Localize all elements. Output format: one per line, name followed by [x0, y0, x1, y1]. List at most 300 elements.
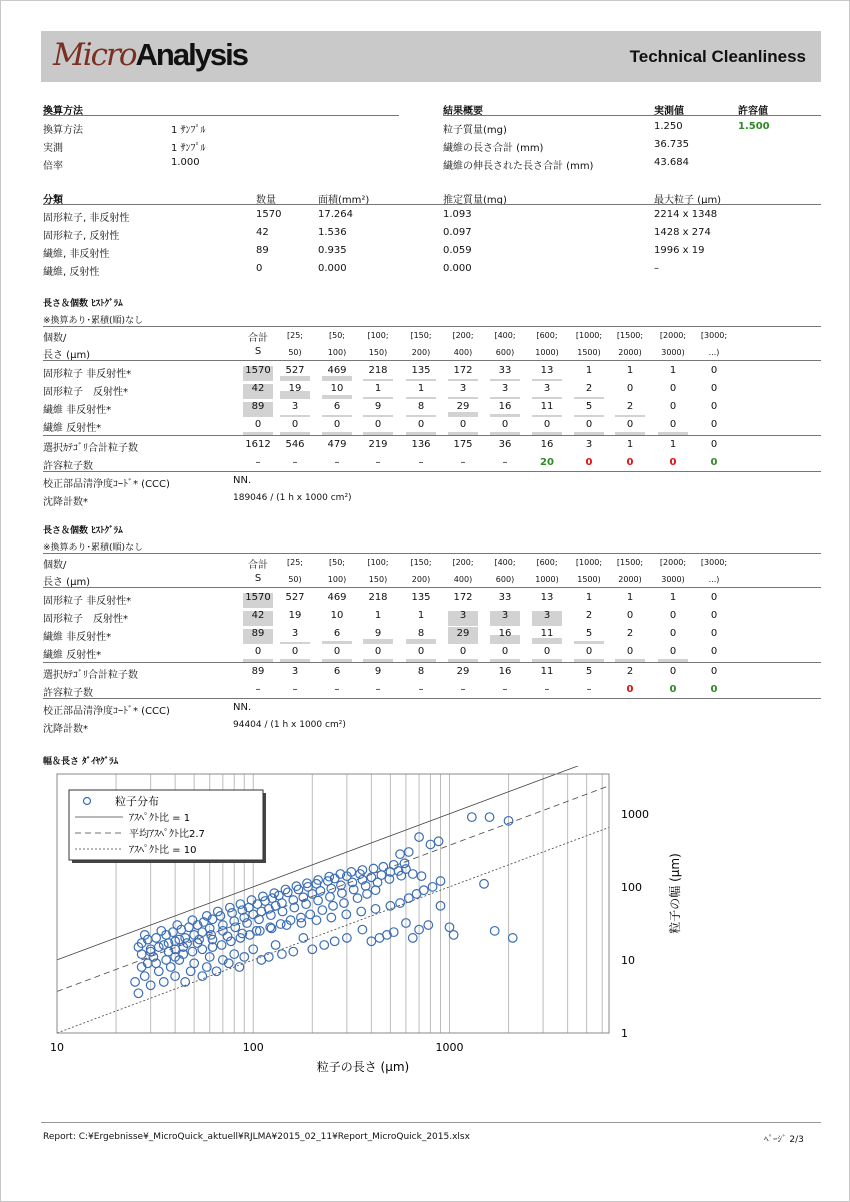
histogram-bar	[406, 639, 436, 644]
histogram-count: 89	[251, 401, 265, 412]
histogram-count: 11	[540, 628, 554, 639]
histogram-bar	[532, 415, 562, 417]
selected-total-count: 1	[626, 439, 634, 450]
divider	[43, 204, 821, 205]
histogram-bar	[363, 639, 393, 644]
legend-label: ｱｽﾍﾟｸﾄ比 = 1	[129, 813, 191, 824]
footer-page-number: ﾍﾟｰｼﾞ 2/3	[764, 1135, 804, 1145]
histogram-row-label: 個数/	[43, 560, 67, 571]
footer-report-path: Report: C:¥Ergebnisse¥_MicroQuick_aktuell¥RJLMA¥2015_02_11¥Report_MicroQuick_2015.xlsx	[43, 1132, 470, 1142]
y-tick-label: 1	[621, 1027, 628, 1040]
histogram-bar	[490, 379, 520, 381]
histogram-count: 0	[459, 419, 467, 430]
histogram-count: 0	[710, 365, 718, 376]
histogram-bin-header: [25;	[287, 331, 303, 340]
histogram-bin-header: [3000;	[700, 558, 728, 567]
histogram-count: 1	[417, 383, 425, 394]
x-tick-label: 1000	[435, 1041, 464, 1054]
histogram-count: 0	[254, 419, 262, 430]
histogram-bin-header: [150;	[410, 558, 432, 567]
ccc-value: NN.	[233, 702, 252, 713]
brand-logo: MicroAnalysis	[53, 37, 248, 73]
histogram-count: 0	[626, 383, 634, 394]
ccc-label: 校正部品清浄度ｺｰﾄﾞ* (CCC)	[43, 706, 170, 717]
x-tick-label: 10	[50, 1041, 64, 1054]
histogram-count: 135	[411, 592, 431, 603]
histogram-count: 1	[585, 365, 593, 376]
histogram-count: 9	[374, 628, 382, 639]
histogram-count: 0	[626, 419, 634, 430]
histogram-count: 1570	[245, 592, 271, 603]
histogram-bar	[322, 415, 352, 417]
allowed-count: –	[586, 684, 592, 695]
histogram-count: 3	[501, 610, 509, 621]
histogram-row-label: 個数/	[43, 333, 67, 344]
result-measured: 43.684	[654, 157, 689, 168]
histogram-category-label: 繊維 非反射性*	[43, 632, 112, 643]
sedimentation-value: 189046 / (1 h x 1000 cm²)	[233, 493, 352, 503]
histogram-count: 16	[498, 628, 512, 639]
histogram-count: 0	[710, 383, 718, 394]
histogram-count: 9	[374, 401, 382, 412]
histogram-bar	[322, 395, 352, 399]
report-header	[41, 31, 821, 82]
results-col-allowed: 許容値	[738, 106, 768, 117]
histogram-count: 172	[453, 365, 473, 376]
histogram-category-label: 固形粒子 非反射性*	[43, 596, 132, 607]
histogram-count: 0	[333, 419, 341, 430]
histogram-count: 19	[288, 610, 302, 621]
histogram-bar	[532, 379, 562, 381]
histogram-count: 2	[585, 610, 593, 621]
histogram-bin-header: [50;	[329, 331, 345, 340]
class-header-category: 分類	[43, 195, 63, 206]
legend-label: ｱｽﾍﾟｸﾄ比 = 10	[129, 845, 197, 856]
allowed-count: –	[292, 684, 298, 695]
histogram-bar	[532, 397, 562, 399]
allowed-count: –	[334, 684, 340, 695]
histogram-bin-header: [2000;	[659, 558, 687, 567]
class-header-area: 面積(mm²)	[318, 195, 370, 206]
histogram-bin-header: 3000)	[661, 348, 685, 357]
sedimentation-label: 沈降計数*	[43, 724, 88, 735]
allowed-count: –	[255, 684, 261, 695]
histogram-title: 長さ＆個数 ﾋｽﾄｸﾞﾗﾑ	[43, 526, 123, 536]
selected-total-count: 0	[710, 439, 718, 450]
histogram-count: 0	[710, 628, 718, 639]
histogram-bar	[322, 641, 352, 644]
histogram-bin-header: 1000)	[535, 575, 559, 584]
histogram-bin-header: 400)	[453, 348, 473, 357]
histogram-count: 135	[411, 365, 431, 376]
histogram-bar	[363, 379, 393, 381]
histogram-count: 0	[669, 628, 677, 639]
conversion-label: 換算方法	[43, 125, 83, 136]
allowed-count: –	[544, 684, 550, 695]
histogram-category-label: 固形粒子 反射性*	[43, 387, 128, 398]
allowed-count: 0	[626, 684, 634, 695]
histogram-count: 0	[710, 610, 718, 621]
histogram-count: 0	[291, 419, 299, 430]
selected-total-count: 36	[498, 439, 512, 450]
selected-total-count: 136	[411, 439, 431, 450]
histogram-count: 3	[543, 383, 551, 394]
histogram-count: 0	[417, 646, 425, 657]
histogram-count: 0	[710, 401, 718, 412]
conversion-heading: 換算方法	[43, 106, 83, 117]
histogram-count: 19	[288, 383, 302, 394]
histogram-count: 33	[498, 592, 512, 603]
class-cell-category: 固形粒子, 反射性	[43, 231, 120, 242]
sedimentation-label: 沈降計数*	[43, 497, 88, 508]
histogram-count: 0	[543, 646, 551, 657]
allowed-count-label: 許容粒子数	[43, 461, 93, 472]
class-cell-category: 繊維, 非反射性	[43, 249, 110, 260]
report-title: Technical Cleanliness	[629, 47, 806, 66]
histogram-count: 2	[626, 628, 634, 639]
class-cell-category: 固形粒子, 非反射性	[43, 213, 130, 224]
histogram-bin-header: [2000;	[659, 331, 687, 340]
histogram-bin-header: [600;	[536, 558, 558, 567]
histogram-count: 6	[333, 628, 341, 639]
allowed-count: 20	[540, 457, 554, 468]
legend-label: 平均ｱｽﾍﾟｸﾄ比2.7	[129, 829, 205, 840]
histogram-count: 3	[543, 610, 551, 621]
selected-total-count: 8	[417, 666, 425, 677]
histogram-bin-header: [25;	[287, 558, 303, 567]
histogram-bin-header: [100;	[367, 558, 389, 567]
histogram-bar	[490, 414, 520, 417]
class-cell-area: 17.264	[318, 209, 353, 220]
histogram-count: 13	[540, 592, 554, 603]
histogram-count: 0	[710, 592, 718, 603]
class-cell-max: 2214 x 1348	[654, 209, 718, 220]
y-tick-label: 1000	[621, 807, 649, 821]
allowed-count: –	[502, 684, 508, 695]
results-heading: 結果概要	[443, 106, 483, 117]
histogram-count: 0	[585, 646, 593, 657]
histogram-category-label: 繊維 非反射性*	[43, 405, 112, 416]
histogram-count: 5	[585, 628, 593, 639]
histogram-count: 527	[285, 365, 305, 376]
histogram-count: 0	[626, 646, 634, 657]
histogram-count: 218	[368, 365, 388, 376]
diagram-title: 幅＆長さ ﾀﾞｲﾔｸﾞﾗﾑ	[43, 757, 119, 767]
histogram-count: 1	[417, 610, 425, 621]
histogram-count: 42	[251, 383, 265, 394]
histogram-bar	[448, 397, 478, 399]
histogram-count: 0	[254, 646, 262, 657]
histogram-bar	[363, 415, 393, 417]
divider	[43, 471, 821, 472]
histogram-count: 0	[669, 383, 677, 394]
divider	[43, 698, 821, 699]
histogram-bar	[574, 415, 604, 417]
class-cell-count: 1570	[256, 209, 282, 220]
histogram-bar	[406, 379, 436, 381]
histogram-count: 0	[710, 419, 718, 430]
allowed-count: –	[375, 684, 381, 695]
class-cell-area: 0.000	[318, 263, 347, 274]
selected-total-count: 219	[368, 439, 388, 450]
histogram-subtitle: ※換算あり･累積(順)なし	[43, 543, 144, 553]
histogram-count: 6	[333, 401, 341, 412]
selected-total-count: 29	[456, 666, 470, 677]
histogram-count: 3	[459, 383, 467, 394]
histogram-count: 33	[498, 365, 512, 376]
histogram-bin-header: [3000;	[700, 331, 728, 340]
histogram-category-label: 固形粒子 非反射性*	[43, 369, 132, 380]
histogram-bin-header: [400;	[494, 331, 516, 340]
histogram-bar	[448, 412, 478, 417]
histogram-total-header: S	[254, 346, 262, 357]
histogram-bar	[448, 379, 478, 381]
class-cell-area: 1.536	[318, 227, 347, 238]
histogram-count: 13	[540, 365, 554, 376]
allowed-count: –	[292, 457, 298, 468]
y-tick-label: 10	[621, 953, 635, 967]
histogram-count: 0	[501, 419, 509, 430]
histogram-count: 29	[456, 401, 470, 412]
histogram-bin-header: 2000)	[618, 348, 642, 357]
allowed-count: –	[460, 457, 466, 468]
histogram-count: 3	[291, 401, 299, 412]
divider	[43, 662, 821, 663]
histogram-subtitle: ※換算あり･累積(順)なし	[43, 316, 144, 326]
histogram-bin-header: 50)	[288, 348, 302, 357]
selected-total-count: 5	[585, 666, 593, 677]
histogram-count: 1570	[245, 365, 271, 376]
allowed-count: –	[418, 457, 424, 468]
histogram-total-header: 合計	[248, 560, 268, 571]
selected-total-label: 選択ｶﾃｺﾞﾘ合計粒子数	[43, 670, 138, 681]
conversion-label: 倍率	[43, 161, 63, 172]
histogram-count: 5	[585, 401, 593, 412]
histogram-count: 218	[368, 592, 388, 603]
class-header-max: 最大粒子 (µm)	[654, 195, 722, 206]
allowed-count: 0	[669, 457, 677, 468]
histogram-count: 1	[374, 610, 382, 621]
histogram-count: 1	[374, 383, 382, 394]
selected-total-count: 1	[669, 439, 677, 450]
histogram-bar	[574, 641, 604, 644]
histogram-count: 42	[251, 610, 265, 621]
histogram-count: 3	[291, 628, 299, 639]
histogram-count: 469	[327, 365, 347, 376]
selected-total-count: 175	[453, 439, 473, 450]
histogram-count: 10	[330, 383, 344, 394]
allowed-count: 0	[626, 457, 634, 468]
selected-total-count: 11	[540, 666, 554, 677]
allowed-count: –	[334, 457, 340, 468]
histogram-count: 1	[626, 592, 634, 603]
allowed-count: –	[375, 457, 381, 468]
class-header-mass: 推定質量(mg)	[443, 195, 507, 206]
class-cell-count: 0	[256, 263, 263, 274]
allowed-count: 0	[585, 457, 593, 468]
selected-total-count: 9	[374, 666, 382, 677]
histogram-count: 16	[498, 401, 512, 412]
histogram-count: 469	[327, 592, 347, 603]
histogram-count: 0	[543, 419, 551, 430]
histogram-bar	[280, 376, 310, 381]
selected-total-count: 0	[669, 666, 677, 677]
selected-total-count: 6	[333, 666, 341, 677]
sedimentation-value: 94404 / (1 h x 1000 cm²)	[233, 720, 346, 730]
conversion-value: 1 ｻﾝﾌﾟﾙ	[171, 125, 206, 136]
result-measured: 1.250	[654, 121, 683, 132]
histogram-total-header: 合計	[248, 333, 268, 344]
selected-total-count: 3	[585, 439, 593, 450]
histogram-count: 3	[459, 610, 467, 621]
histogram-bin-header: [1500;	[616, 331, 644, 340]
histogram-count: 0	[669, 646, 677, 657]
histogram-count: 8	[417, 628, 425, 639]
histogram-count: 10	[330, 610, 344, 621]
histogram-bar	[363, 397, 393, 399]
histogram-total-header: S	[254, 573, 262, 584]
divider	[443, 115, 821, 116]
histogram-count: 0	[417, 419, 425, 430]
histogram-bin-header: 2000)	[618, 575, 642, 584]
histogram-bin-header: [50;	[329, 558, 345, 567]
class-cell-mass: 0.000	[443, 263, 472, 274]
histogram-bin-header: 100)	[327, 348, 347, 357]
histogram-bin-header: [1000;	[575, 558, 603, 567]
allowed-count: 0	[669, 684, 677, 695]
histogram-bar	[280, 642, 310, 644]
class-header-count: 数量	[256, 195, 276, 206]
histogram-bin-header: [200;	[452, 331, 474, 340]
width-length-scatter-chart	[41, 766, 751, 1076]
selected-total-count: 3	[291, 666, 299, 677]
histogram-bin-header: ...)	[708, 348, 720, 357]
histogram-count: 89	[251, 628, 265, 639]
histogram-category-label: 繊維 反射性*	[43, 650, 102, 661]
histogram-count: 0	[291, 646, 299, 657]
histogram-category-label: 繊維 反射性*	[43, 423, 102, 434]
histogram-count: 0	[710, 646, 718, 657]
class-cell-count: 42	[256, 227, 269, 238]
selected-total-count: 1612	[245, 439, 271, 450]
allowed-count: 0	[710, 684, 718, 695]
histogram-count: 0	[333, 646, 341, 657]
class-cell-max: 1996 x 19	[654, 245, 705, 256]
histogram-count: 0	[374, 419, 382, 430]
histogram-bin-header: 600)	[495, 575, 515, 584]
histogram-count: 527	[285, 592, 305, 603]
histogram-count: 0	[459, 646, 467, 657]
histogram-bin-header: 200)	[411, 575, 431, 584]
legend-label: 粒子分布	[115, 795, 159, 808]
divider	[43, 553, 821, 554]
histogram-bar	[406, 415, 436, 417]
results-col-measured: 実測値	[654, 106, 684, 117]
footer-divider	[41, 1122, 821, 1123]
histogram-bin-header: 1500)	[577, 575, 601, 584]
histogram-count: 3	[501, 383, 509, 394]
allowed-count: –	[418, 684, 424, 695]
selected-total-count: 2	[626, 666, 634, 677]
selected-total-count: 16	[540, 439, 554, 450]
histogram-bin-header: [400;	[494, 558, 516, 567]
histogram-count: 2	[585, 383, 593, 394]
y-tick-label: 100	[621, 880, 642, 894]
histogram-bin-header: 150)	[368, 575, 388, 584]
histogram-count: 1	[626, 365, 634, 376]
class-cell-mass: 0.097	[443, 227, 472, 238]
allowed-count: –	[502, 457, 508, 468]
result-label: 繊維の伸長された長さ合計 (mm)	[443, 161, 594, 172]
histogram-category-label: 固形粒子 反射性*	[43, 614, 128, 625]
class-cell-category: 繊維, 反射性	[43, 267, 100, 278]
class-cell-max: 1428 x 274	[654, 227, 711, 238]
histogram-bin-header: [1500;	[616, 558, 644, 567]
selected-total-count: 546	[285, 439, 305, 450]
selected-total-count: 479	[327, 439, 347, 450]
histogram-bin-header: 1000)	[535, 348, 559, 357]
x-tick-label: 100	[242, 1041, 264, 1054]
histogram-bin-header: 100)	[327, 575, 347, 584]
histogram-bar	[490, 397, 520, 399]
result-label: 粒子質量(mg)	[443, 125, 507, 136]
histogram-count: 2	[626, 401, 634, 412]
allowed-count: –	[255, 457, 261, 468]
allowed-count-label: 許容粒子数	[43, 688, 93, 699]
histogram-bin-header: 1500)	[577, 348, 601, 357]
histogram-count: 172	[453, 592, 473, 603]
histogram-count: 11	[540, 401, 554, 412]
divider	[43, 435, 821, 436]
divider	[43, 115, 399, 116]
conversion-label: 実測	[43, 143, 63, 154]
histogram-row-label: 長さ (µm)	[43, 350, 91, 361]
histogram-bin-header: 400)	[453, 575, 473, 584]
histogram-bin-header: 600)	[495, 348, 515, 357]
histogram-count: 0	[626, 610, 634, 621]
histogram-bin-header: [150;	[410, 331, 432, 340]
histogram-bin-header: [1000;	[575, 331, 603, 340]
histogram-count: 1	[669, 592, 677, 603]
divider	[43, 587, 821, 588]
histogram-count: 1	[669, 365, 677, 376]
y-axis-label: 粒子の幅 (µm)	[668, 853, 682, 934]
result-measured: 36.735	[654, 139, 689, 150]
class-cell-max: –	[654, 263, 659, 274]
allowed-count: 0	[710, 457, 718, 468]
ccc-label: 校正部品清浄度ｺｰﾄﾞ* (CCC)	[43, 479, 170, 490]
allowed-count: –	[460, 684, 466, 695]
divider	[43, 360, 821, 361]
class-cell-count: 89	[256, 245, 269, 256]
divider	[43, 326, 821, 327]
histogram-bin-header: ...)	[708, 575, 720, 584]
selected-total-count: 0	[710, 666, 718, 677]
histogram-count: 0	[374, 646, 382, 657]
histogram-count: 0	[501, 646, 509, 657]
histogram-bin-header: 3000)	[661, 575, 685, 584]
histogram-bar	[406, 397, 436, 399]
histogram-count: 8	[417, 401, 425, 412]
ccc-value: NN.	[233, 475, 252, 486]
histogram-bar	[322, 376, 352, 381]
selected-total-count: 16	[498, 666, 512, 677]
histogram-bin-header: 150)	[368, 348, 388, 357]
histogram-count: 29	[456, 628, 470, 639]
histogram-count: 0	[669, 401, 677, 412]
result-allowed: 1.500	[738, 121, 770, 132]
histogram-count: 0	[669, 419, 677, 430]
